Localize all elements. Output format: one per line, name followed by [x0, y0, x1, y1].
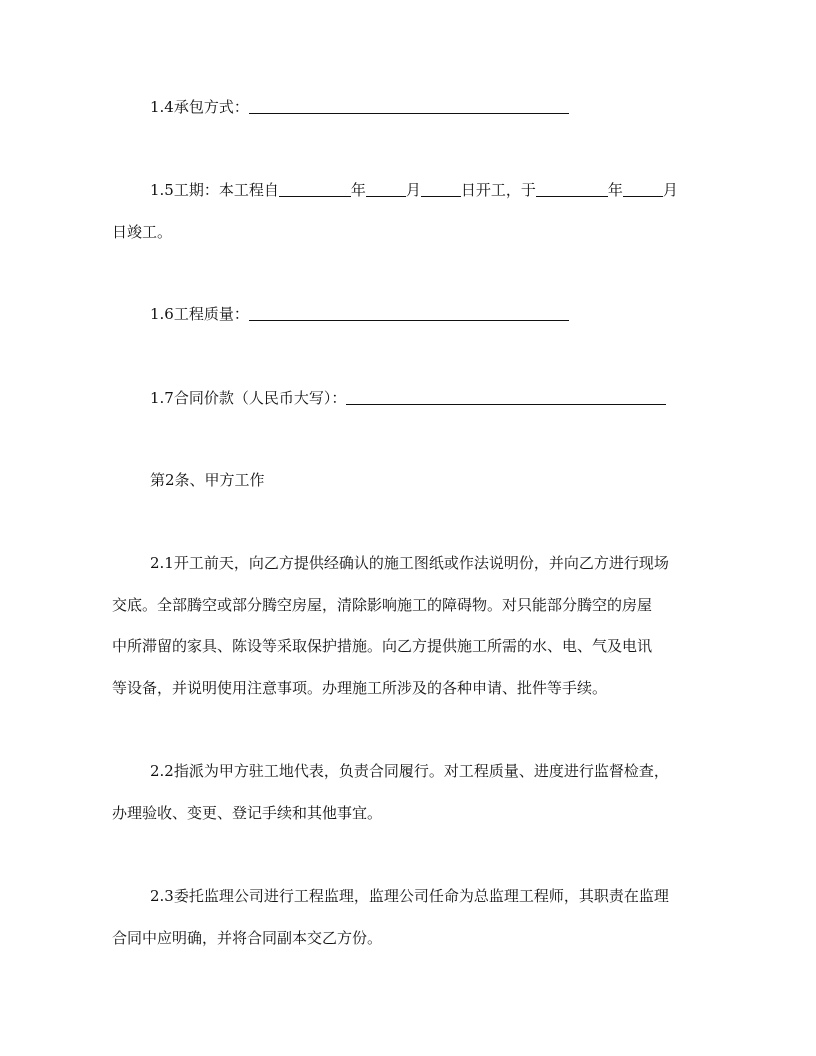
clause-1-4-label: 1.4承包方式： [150, 98, 249, 116]
clause-2-3-line-1: 2.3委托监理公司进行工程监理，监理公司任命为总监理工程师，其职责在监理 [150, 887, 669, 905]
article-2-heading-text: 第2条、甲方工作 [150, 471, 265, 489]
clause-1-7 [150, 388, 666, 408]
clause-1-5-prefix: 1.5工期：本工程自 [150, 181, 279, 199]
end-month-blank [623, 181, 663, 197]
contract-method-blank [249, 98, 569, 114]
quality-blank [249, 305, 569, 321]
start-month-blank [366, 181, 406, 197]
clause-2-1-line-1: 2.1开工前天，向乙方提供经确认的施工图纸或作法说明份，并向乙方进行现场 [150, 554, 669, 572]
start-day-blank [421, 181, 461, 197]
clause-1-4 [150, 97, 569, 117]
clause-2-1-line-4: 等设备，并说明使用注意事项。办理施工所涉及的各种申请、批件等手续。 [112, 679, 608, 697]
clause-1-5 [150, 180, 678, 200]
clause-2-3-line-2: 合同中应明确，并将合同副本交乙方份。 [112, 929, 383, 947]
clause-1-6-label: 1.6工程质量： [150, 305, 249, 323]
clause-2-1-line-3: 中所滞留的家具、陈设等采取保护措施。向乙方提供施工所需的水、电、气及电讯 [112, 637, 653, 655]
end-year-label: 年 [607, 181, 623, 199]
clause-2-1-line-2: 交底。全部腾空或部分腾空房屋，清除影响施工的障碍物。对只能部分腾空的房屋 [112, 596, 653, 614]
clause-2-2-line-1: 2.2指派为甲方驻工地代表，负责合同履行。对工程质量、进度进行监督检查， [150, 762, 669, 780]
clause-1-5-end-text: 日竣工。 [112, 223, 173, 241]
end-year-blank [536, 181, 608, 197]
clause-2-2-line-2: 办理验收、变更、登记手续和其他事宜。 [112, 804, 383, 822]
article-2-heading [150, 470, 265, 490]
end-month-label: 月 [662, 181, 678, 199]
clause-1-5-end [112, 222, 172, 242]
contract-price-blank [346, 389, 666, 405]
clause-1-6 [150, 304, 569, 324]
start-day-label: 日开工，于 [460, 181, 536, 199]
clause-1-7-label: 1.7合同价款（人民币大写）： [150, 389, 347, 407]
start-year-label: 年 [350, 181, 366, 199]
start-year-blank [279, 181, 351, 197]
start-month-label: 月 [405, 181, 421, 199]
